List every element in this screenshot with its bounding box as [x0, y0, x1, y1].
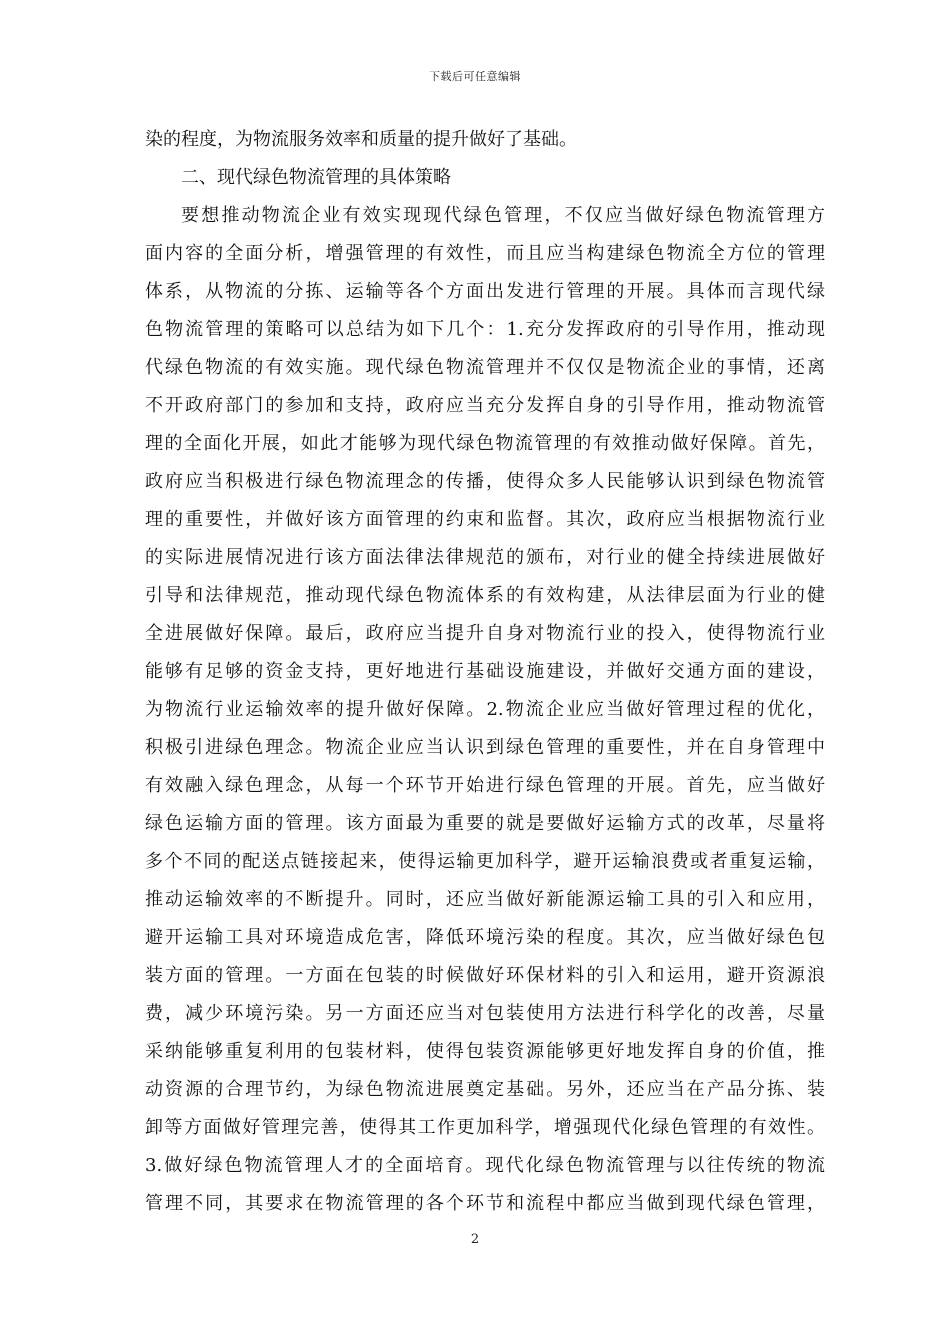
section-heading: 二、现代绿色物流管理的具体策略 — [181, 167, 451, 188]
text-line: 采纳能够重复利用的包装材料，使得包装资源能够更好地发挥自身的价值，推 — [145, 1041, 825, 1062]
text-line: 推动运输效率的不断提升。同时，还应当做好新能源运输工具的引入和应用， — [145, 889, 825, 910]
text-line: 多个不同的配送点链接起来，使得运输更加科学，避开运输浪费或者重复运输， — [145, 851, 825, 872]
text-line: 理的重要性，并做好该方面管理的约束和监督。其次，政府应当根据物流行业 — [145, 509, 825, 530]
text-line: 积极引进绿色理念。物流企业应当认识到绿色管理的重要性，并在自身管理中 — [145, 737, 825, 758]
text-line: 动资源的合理节约，为绿色物流进展奠定基础。另外，还应当在产品分拣、装 — [145, 1079, 825, 1100]
text-line: 装方面的管理。一方面在包装的时候做好环保材料的引入和运用，避开资源浪 — [145, 965, 825, 986]
text-line: 有效融入绿色理念，从每一个环节开始进行绿色管理的开展。首先，应当做好 — [145, 775, 825, 796]
text-line: 要想推动物流企业有效实现现代绿色管理，不仅应当做好绿色物流管理方 — [181, 205, 825, 226]
text-line: 体系，从物流的分拣、运输等各个方面出发进行管理的开展。具体而言现代绿 — [145, 281, 825, 302]
text-line: 3.做好绿色物流管理人才的全面培育。现代化绿色物流管理与以往传统的物流 — [145, 1155, 825, 1176]
text-line: 能够有足够的资金支持，更好地进行基础设施建设，并做好交通方面的建设， — [145, 661, 825, 682]
text-line: 避开运输工具对环境造成危害，降低环境污染的程度。其次，应当做好绿色包 — [145, 927, 825, 948]
text-line: 全进展做好保障。最后，政府应当提升自身对物流行业的投入，使得物流行业 — [145, 623, 825, 644]
text-line: 管理不同，其要求在物流管理的各个环节和流程中都应当做到现代绿色管理， — [145, 1193, 825, 1214]
text-line: 染的程度，为物流服务效率和质量的提升做好了基础。 — [145, 129, 577, 150]
page-number: 2 — [470, 1232, 480, 1247]
text-line: 为物流行业运输效率的提升做好保障。2.物流企业应当做好管理过程的优化， — [145, 699, 825, 720]
text-line: 代绿色物流的有效实施。现代绿色物流管理并不仅仅是物流企业的事情，还离 — [145, 357, 825, 378]
text-line: 引导和法律规范，推动现代绿色物流体系的有效构建，从法律层面为行业的健 — [145, 585, 825, 606]
text-line: 理的全面化开展，如此才能够为现代绿色物流管理的有效推动做好保障。首先， — [145, 433, 825, 454]
text-line: 不开政府部门的参加和支持，政府应当充分发挥自身的引导作用，推动物流管 — [145, 395, 825, 416]
text-line: 色物流管理的策略可以总结为如下几个：1.充分发挥政府的引导作用，推动现 — [145, 319, 825, 340]
page-header: 下载后可任意编辑 — [429, 70, 521, 83]
text-line: 的实际进展情况进行该方面法律法律规范的颁布，对行业的健全持续进展做好 — [145, 547, 825, 568]
text-line: 面内容的全面分析，增强管理的有效性，而且应当构建绿色物流全方位的管理 — [145, 243, 825, 264]
text-line: 政府应当积极进行绿色物流理念的传播，使得众多人民能够认识到绿色物流管 — [145, 471, 825, 492]
text-line: 卸等方面做好管理完善，使得其工作更加科学，增强现代化绿色管理的有效性。 — [145, 1117, 825, 1138]
body-text — [145, 125, 825, 1227]
text-line: 费，减少环境污染。另一方面还应当对包装使用方法进行科学化的改善，尽量 — [145, 1003, 825, 1024]
text-line: 绿色运输方面的管理。该方面最为重要的就是要做好运输方式的改革，尽量将 — [145, 813, 825, 834]
